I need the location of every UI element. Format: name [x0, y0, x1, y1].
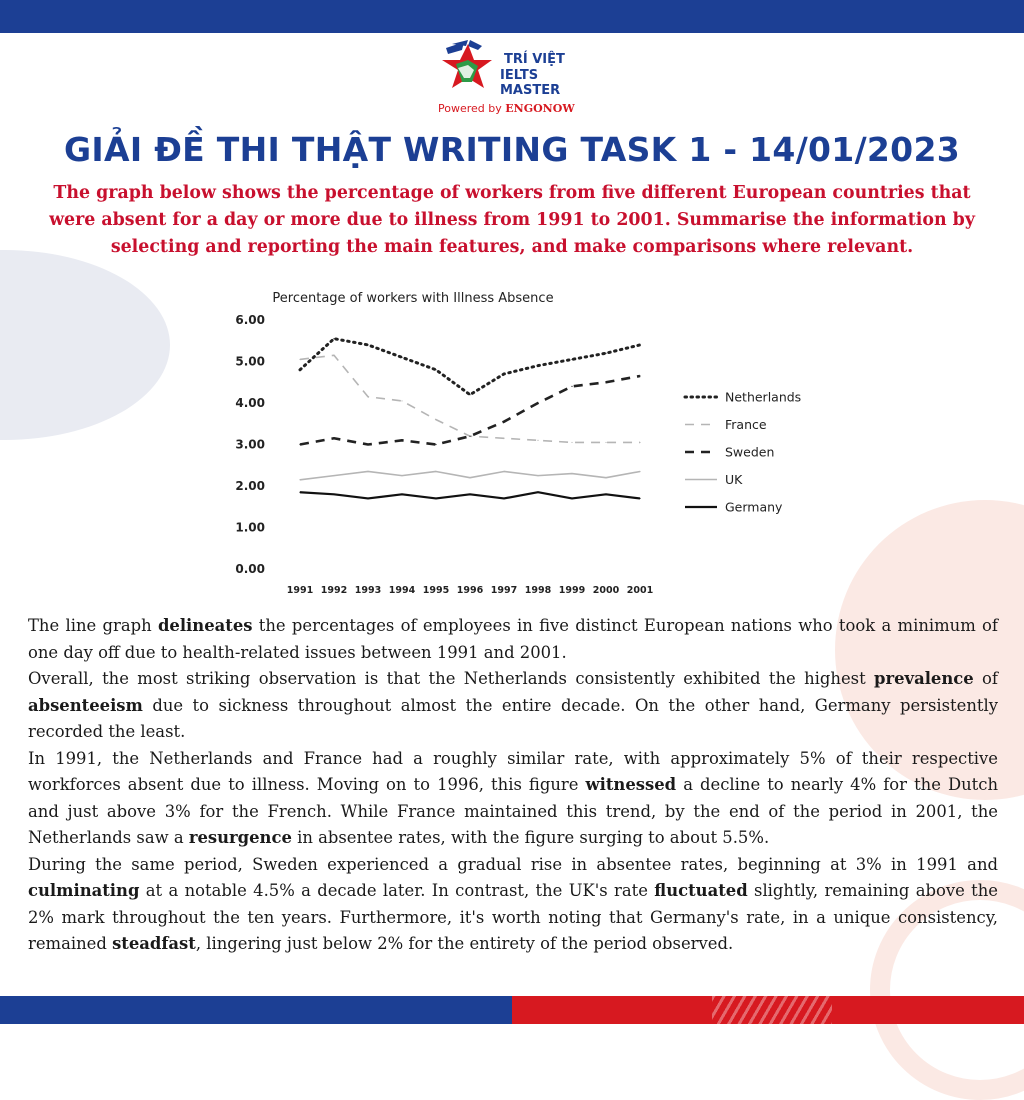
- data-point-france: [537, 440, 538, 441]
- essay-text: In 1991, the Netherlands and France had a roughly similar rate, with approximately 5% of their respective workforces absent due to illness. Moving on to 1996, this figure: [28, 748, 998, 794]
- data-point-uk: [367, 471, 368, 472]
- essay-keyword: fluctuated: [654, 881, 748, 900]
- data-point-netherlands: [503, 373, 504, 374]
- data-point-france: [333, 355, 334, 356]
- x-tick-label: 1993: [354, 585, 382, 596]
- bottom-bar-red: [512, 996, 1024, 1024]
- series-line-france: [300, 355, 640, 442]
- data-point-germany: [333, 494, 334, 495]
- essay-keyword: culminating: [28, 881, 140, 900]
- top-banner-bar: [0, 0, 1024, 33]
- data-point-sweden: [537, 402, 538, 403]
- data-point-uk: [503, 471, 504, 472]
- data-point-netherlands: [469, 394, 470, 395]
- data-point-sweden: [639, 375, 640, 376]
- brand-logo: [438, 38, 598, 118]
- series-line-netherlands: [300, 339, 640, 395]
- x-tick-label: 1995: [422, 585, 450, 596]
- data-point-netherlands: [435, 369, 436, 370]
- brand-name-line2: IELTS MASTER: [500, 68, 561, 98]
- y-tick-label: 0.00: [235, 562, 265, 576]
- data-point-france: [367, 396, 368, 397]
- data-point-france: [571, 442, 572, 443]
- data-point-netherlands: [299, 369, 300, 370]
- data-point-netherlands: [605, 353, 606, 354]
- page-title: GIẢI ĐỀ THI THẬT WRITING TASK 1 - 14/01/2023: [64, 130, 960, 169]
- data-point-sweden: [333, 438, 334, 439]
- essay-paragraph-3: [28, 746, 998, 852]
- data-point-uk: [605, 477, 606, 478]
- y-tick-label: 2.00: [235, 479, 265, 493]
- data-point-uk: [469, 477, 470, 478]
- x-tick-label: 1996: [456, 585, 484, 596]
- data-point-sweden: [469, 436, 470, 437]
- essay-paragraph-2: [28, 666, 998, 746]
- data-point-netherlands: [367, 344, 368, 345]
- data-point-uk: [435, 471, 436, 472]
- y-tick-label: 1.00: [235, 520, 265, 535]
- y-tick-label: 6.00: [235, 313, 265, 327]
- data-point-sweden: [571, 386, 572, 387]
- data-point-germany: [299, 492, 300, 493]
- line-chart: [225, 280, 825, 605]
- x-tick-label: 1998: [524, 585, 552, 596]
- essay-text: in absentee rates, with the figure surging to about 5.5%.: [291, 828, 770, 847]
- data-point-sweden: [605, 382, 606, 383]
- data-point-germany: [469, 494, 470, 495]
- legend-label-sweden: Sweden: [725, 444, 775, 460]
- essay-text: of: [973, 669, 998, 688]
- essay-text: Overall, the most striking observation is that the Netherlands consistently exhibited the highest: [28, 669, 875, 688]
- essay-keyword: absenteeism: [28, 695, 143, 715]
- legend-label-uk: UK: [725, 472, 743, 487]
- data-point-germany: [367, 498, 368, 499]
- background-circle-left: [0, 250, 170, 440]
- legend-label-france: France: [725, 417, 767, 432]
- essay-text: slightly, remaining above the 2% mark throughout the ten years. Furthermore, it's worth noting that Germany's rate, in a unique consistency, remained: [28, 881, 999, 953]
- data-point-germany: [401, 494, 402, 495]
- data-point-sweden: [299, 444, 300, 445]
- data-point-uk: [401, 475, 402, 476]
- data-point-netherlands: [639, 344, 640, 345]
- data-point-france: [401, 400, 402, 401]
- x-tick-label: 2001: [626, 585, 654, 596]
- essay-paragraph-4: [28, 852, 998, 958]
- essay-text: due to sickness throughout almost the entire decade. On the other hand, Germany persistently recorded the least.: [28, 695, 998, 741]
- series-line-uk: [300, 471, 640, 479]
- data-point-uk: [537, 475, 538, 476]
- essay-text: at a notable 4.5% a decade later. In contrast, the UK's rate: [139, 881, 655, 900]
- series-line-germany: [300, 492, 640, 498]
- y-tick-label: 3.00: [235, 437, 265, 452]
- powered-by-prefix: Powered by: [438, 102, 502, 115]
- essay-keyword: steadfast: [112, 934, 196, 953]
- task-prompt: The graph below shows the percentage of workers from five different European countries that were absent for a day or more due to illness from 1991 to 2001. Summarise the information by selecting and reporting the main features, and make comparisons where relevant.: [49, 183, 975, 257]
- essay-text: the percentages of employees in five distinct European nations who took a minimum of one day off due to health-related issues between 1991 and 2001.: [28, 616, 998, 662]
- data-point-france: [639, 442, 640, 443]
- data-point-sweden: [503, 421, 504, 422]
- legend-label-germany: Germany: [725, 499, 783, 515]
- data-point-sweden: [367, 444, 368, 445]
- x-tick-label: 1991: [286, 585, 314, 596]
- bottom-bar-blue: [0, 996, 512, 1024]
- essay-text: The line graph: [28, 616, 158, 635]
- essay-keyword: resurgence: [188, 828, 292, 847]
- data-point-netherlands: [537, 365, 538, 366]
- chart-title: Percentage of workers with Illness Absence: [272, 291, 554, 306]
- legend-label-netherlands: Netherlands: [725, 389, 802, 405]
- essay-text: a decline to nearly 4% for the Dutch and just above 3% for the French. While France maintained this trend, by the end of the period in 2001, the Netherlands saw a: [28, 775, 998, 847]
- essay-keyword: prevalence: [874, 669, 974, 688]
- essay-text: , lingering just below 2% for the entirety of the period observed.: [195, 934, 734, 953]
- data-point-uk: [639, 471, 640, 472]
- star-book-logo-icon: [438, 38, 498, 94]
- x-tick-label: 1999: [558, 585, 586, 596]
- data-point-germany: [537, 492, 538, 493]
- x-tick-label: 2000: [592, 585, 620, 596]
- series-line-sweden: [300, 376, 640, 444]
- data-point-sweden: [435, 444, 436, 445]
- data-point-germany: [503, 498, 504, 499]
- x-tick-label: 1994: [388, 585, 416, 596]
- data-point-france: [605, 442, 606, 443]
- powered-by-brand: ENGONOW: [505, 102, 575, 115]
- model-essay: [28, 613, 998, 958]
- essay-keyword: witnessed: [585, 775, 677, 794]
- y-tick-label: 4.00: [235, 396, 265, 410]
- data-point-netherlands: [401, 357, 402, 358]
- data-point-netherlands: [333, 338, 334, 339]
- data-point-germany: [639, 498, 640, 499]
- essay-keyword: delineates: [157, 616, 253, 635]
- essay-text: During the same period, Sweden experienced a gradual rise in absentee rates, beginning at 3% in 1991 and: [28, 854, 998, 874]
- data-point-uk: [571, 473, 572, 474]
- line-chart-svg: [225, 280, 825, 605]
- x-tick-label: 1997: [490, 585, 518, 596]
- data-point-france: [503, 438, 504, 439]
- y-tick-label: 5.00: [235, 354, 265, 369]
- data-point-france: [435, 419, 436, 420]
- brand-name-line1: TRÍ VIỆT: [504, 52, 565, 67]
- x-tick-label: 1992: [320, 585, 348, 596]
- data-point-germany: [571, 498, 572, 499]
- data-point-france: [299, 359, 300, 360]
- data-point-sweden: [401, 440, 402, 441]
- data-point-germany: [435, 498, 436, 499]
- data-point-uk: [333, 475, 334, 476]
- data-point-germany: [605, 494, 606, 495]
- data-point-uk: [299, 479, 300, 480]
- data-point-netherlands: [571, 359, 572, 360]
- powered-by-text: [438, 102, 575, 115]
- essay-paragraph-1: [28, 613, 998, 666]
- bottom-bar-stripes: [712, 996, 832, 1024]
